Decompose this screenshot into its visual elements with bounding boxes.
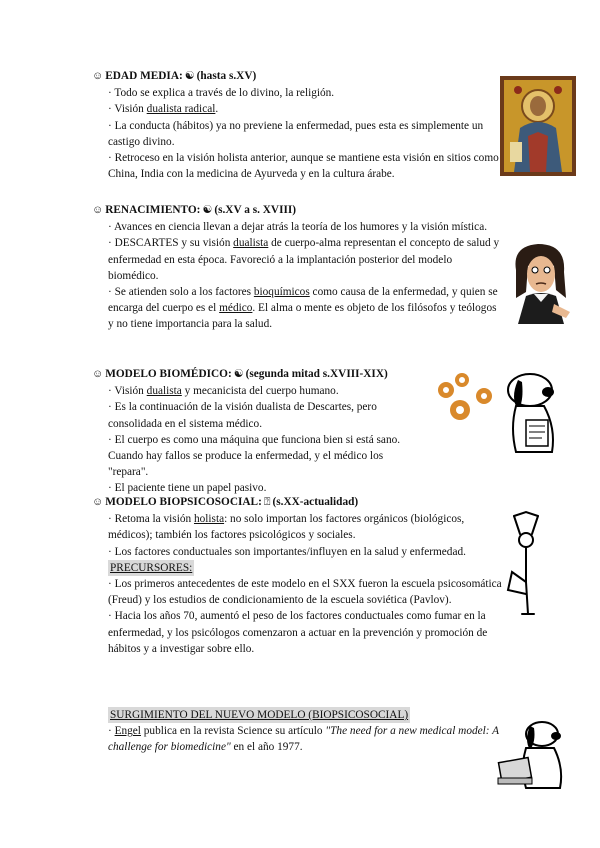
smiley-icon: ☺ — [92, 204, 104, 216]
section-period: (hasta s.XV) — [196, 70, 257, 82]
bullet-item: · El paciente tiene un papel pasivo. — [108, 482, 267, 495]
bullet-item: · Avances en ciencia llevan a dejar atrás la teoría de los humores y la visión mística. — [108, 221, 488, 234]
bullet-item: · Visión dualista y mecanicista del cuerpo humano. — [108, 385, 339, 398]
missing-glyph-icon: ⍰ — [263, 496, 271, 508]
subheading — [108, 707, 502, 723]
bullet-item: · DESCARTES y su visión dualista de cuerpo-alma representan el concepto de salud y enfermedad en esta época. Favoreció a la implantación posterior del modelo biomédico. — [108, 237, 500, 282]
bullet-item: · El cuerpo es como una máquina que funciona bien si está sano. Cuando hay fallos se produce la enfermedad, y el médico los "repara". — [108, 433, 401, 479]
bullet-list — [92, 85, 502, 182]
bullet-item: · Todo se explica a través de lo divino, la religión. — [108, 87, 335, 100]
bullet-item: · Los factores conductuales son importantes/influyen en la salud y enfermedad. — [108, 545, 466, 558]
mood-icon: ☯ — [184, 70, 195, 82]
descartes-caricature-icon — [508, 240, 574, 324]
bullet-list — [92, 707, 502, 756]
subheading — [108, 560, 502, 576]
bullet-item: · Es la continuación de la visión dualista de Descartes, pero consolidada en el sistema médico. — [108, 401, 377, 430]
smiley-icon: ☺ — [92, 70, 104, 82]
underlined-term: dualista radical — [146, 103, 216, 116]
bullet-list — [92, 219, 502, 332]
section-edad-media — [92, 68, 502, 182]
article-title: "The need for a new medical model: A challenge for biomedicine" — [108, 725, 499, 754]
section-renacimiento — [92, 202, 502, 333]
smiley-icon: ☺ — [92, 496, 104, 508]
bullet-item: · Se atienden solo a los factores bioquímicos como causa de la enfermedad, y quien se encarga del cuerpo es el médico. El alma o mente es objeto de los filósofos y teólogos y no tiene importancia para la salud. — [108, 286, 498, 331]
section-surgimiento — [92, 707, 502, 756]
bullet-item: · Engel publica en la revista Science su artículo "The need for a new medical model: A challenge for biomedicine" en el año 1977. — [108, 725, 499, 754]
underlined-term: holista — [193, 513, 225, 526]
surgimiento-title: SURGIMIENTO DEL NUEVO MODELO (BIOPSICOSOCIAL) — [108, 707, 410, 723]
bullet-item: · La conducta (hábitos) ya no previene la enfermedad, pues esta es simplemente un castigo divino. — [108, 119, 484, 148]
section-period: (segunda mitad s.XVIII-XIX) — [245, 368, 388, 380]
bullet-item: · Los primeros antecedentes de este modelo en el SXX fueron la escuela psicosomática (Freud) y los estudios de condicionamiento de la escuela soviética (Pavlov). — [108, 578, 502, 607]
snoopy-laptop-icon — [496, 716, 568, 792]
bullet-item: · Hacia los años 70, aumentó el peso de los factores conductuales como fumar en la enfermedad, y los psicólogos comenzaron a actuar en la prevención y promoción de hábitos y a investigar sobre ello. — [108, 610, 488, 655]
precursores-label: PRECURSORES: — [108, 560, 194, 576]
section-biopsicosocial — [92, 494, 502, 657]
smiley-icon: ☺ — [92, 368, 104, 380]
yoga-figure-icon — [498, 510, 554, 616]
mood-icon: ☯ — [202, 204, 213, 216]
bullet-list — [92, 511, 502, 657]
bullet-item: · Retoma la visión holista: no solo importan los factores orgánicos (biológicos, médicos); también los factores psicológicos y sociales. — [108, 513, 465, 542]
underlined-term: dualista — [146, 385, 182, 398]
underlined-term: médico — [219, 302, 253, 315]
section-period: (s.XX-actualidad) — [272, 496, 359, 508]
section-title: EDAD MEDIA: — [105, 70, 183, 82]
snoopy-gears-icon — [432, 368, 574, 460]
section-title: MODELO BIOPSICOSOCIAL: — [105, 496, 262, 508]
section-heading — [92, 494, 502, 510]
underlined-term: bioquímicos — [253, 286, 310, 299]
section-title: MODELO BIOMÉDICO: — [105, 368, 232, 380]
underlined-term: dualista — [233, 237, 269, 250]
bullet-item: · Visión dualista radical. — [108, 103, 219, 116]
mood-icon: ☯ — [233, 368, 244, 380]
section-heading — [92, 202, 502, 218]
underlined-term: Engel — [114, 725, 141, 738]
section-title: RENACIMIENTO: — [105, 204, 201, 216]
section-period: (s.XV a s. XVIII) — [214, 204, 297, 216]
byzantine-mosaic-icon — [500, 76, 576, 176]
bullet-item: · Retroceso en la visión holista anterior, aunque se mantiene esta visión en sitios como China, India con la medicina de Ayurveda y en la cultura árabe. — [108, 152, 499, 181]
section-heading — [92, 68, 502, 84]
